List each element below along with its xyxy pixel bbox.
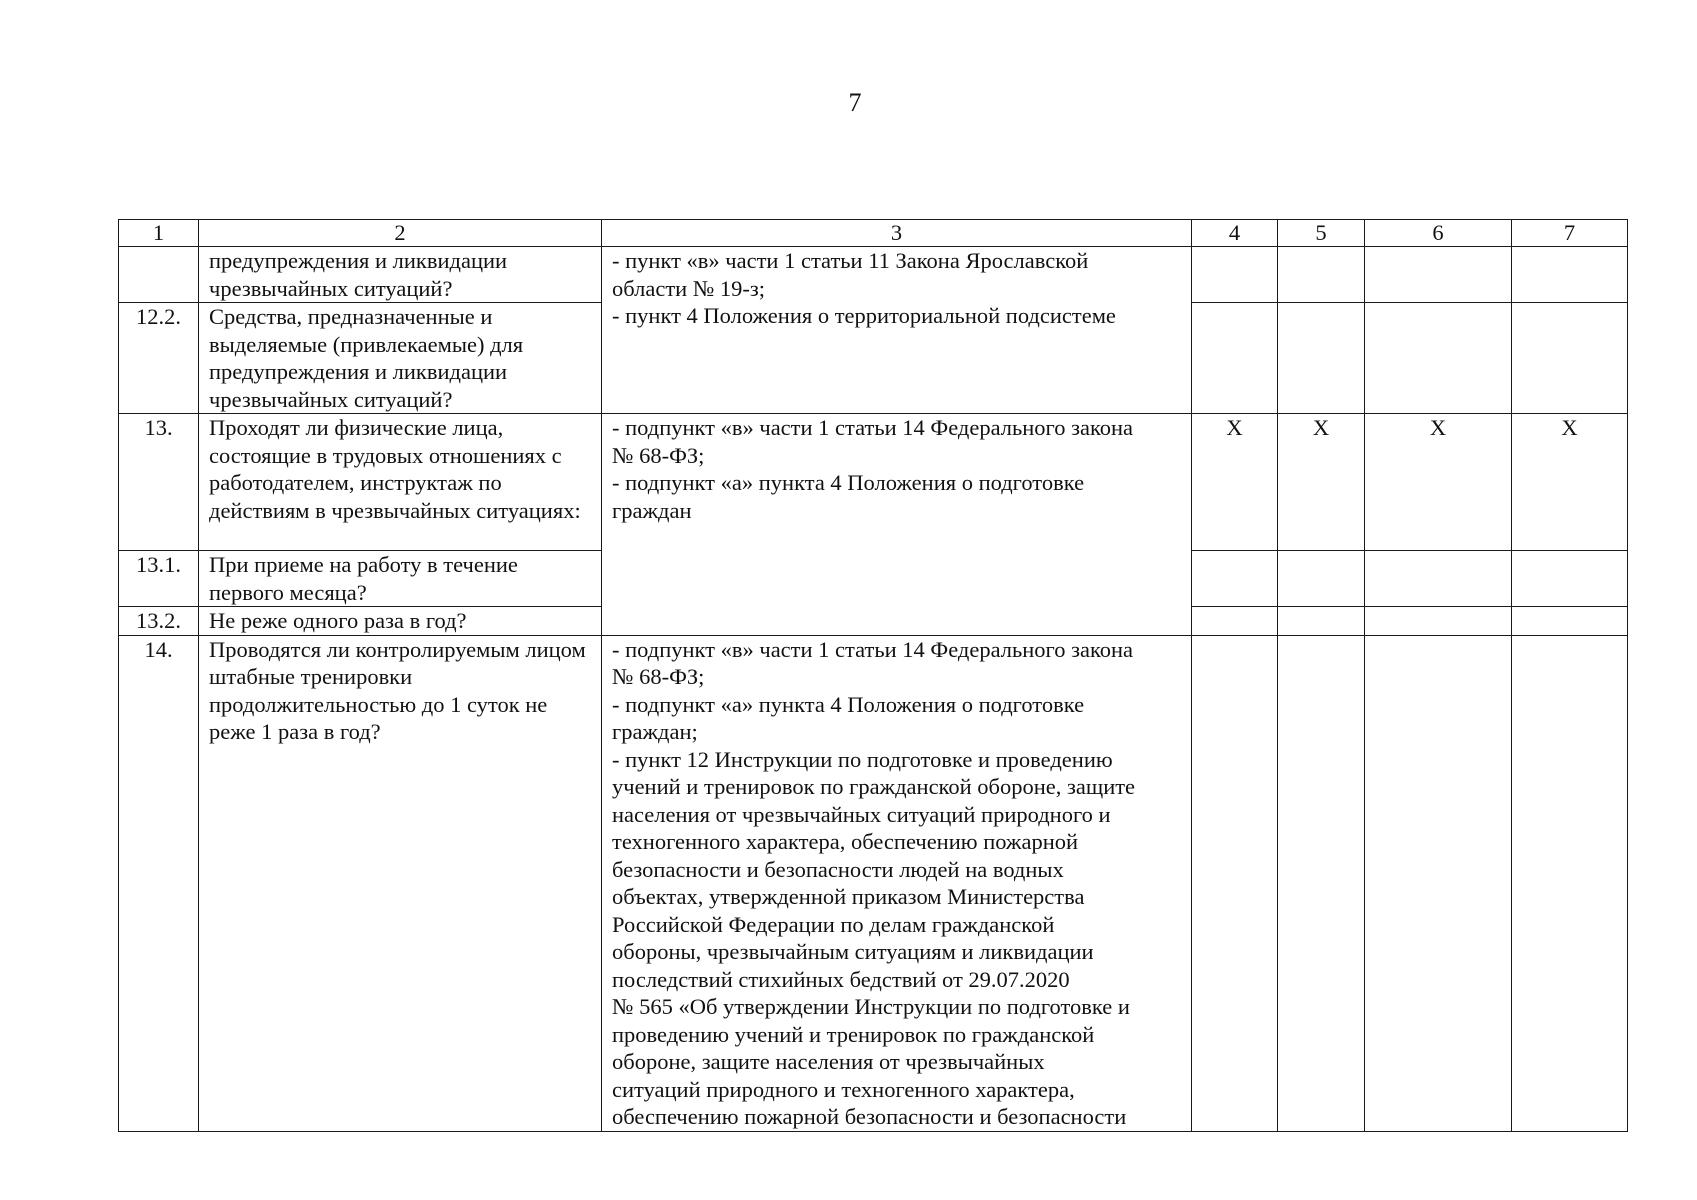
answer-cell-na	[1365, 247, 1512, 303]
row-number: 13.1.	[119, 551, 199, 607]
note-cell	[1512, 635, 1628, 1131]
reference-line: - пункт 12 Инструкции по подготовке и проведению	[612, 746, 1113, 772]
legal-reference-cell	[602, 635, 1192, 1131]
reference-line: граждан	[612, 497, 692, 523]
question-cell: Проводятся ли контролируемым лицом штабные тренировки продолжительностью до 1 суток не реже 1 раза в год?	[199, 635, 602, 1131]
reference-line: Российской Федерации по делам гражданской	[612, 911, 1055, 937]
inspection-checklist-table	[118, 219, 1628, 1132]
reference-line: области № 19-з;	[612, 275, 766, 301]
note-cell	[1512, 303, 1628, 414]
table-row	[119, 414, 1628, 551]
header-cell-6: 6	[1365, 220, 1512, 247]
row-number: 14.	[119, 635, 199, 1131]
reference-line: обеспечению пожарной безопасности и безопасности	[612, 1104, 1127, 1129]
reference-line: проведению учений и тренировок по гражданской	[612, 1021, 1095, 1047]
reference-line: учений и тренировок по гражданской обороне, защите	[612, 774, 1136, 799]
reference-line: обороне, защите населения от чрезвычайных	[612, 1049, 1045, 1074]
reference-line: № 68-ФЗ;	[612, 442, 705, 468]
reference-line: - пункт «в» части 1 статьи 11 Закона Ярославской	[612, 248, 1089, 273]
answer-cell-yes	[1192, 635, 1278, 1131]
reference-line: безопасности и безопасности людей на водных	[612, 856, 1064, 882]
note-cell: X	[1512, 414, 1628, 551]
question-cell: При приеме на работу в течение первого месяца?	[199, 551, 602, 607]
answer-cell-no	[1278, 607, 1365, 636]
question-cell: предупреждения и ликвидации чрезвычайных ситуаций?	[199, 247, 602, 303]
answer-cell-na	[1365, 303, 1512, 414]
row-number	[119, 247, 199, 303]
header-cell-5: 5	[1278, 220, 1365, 247]
answer-cell-yes	[1192, 303, 1278, 414]
question-cell: Не реже одного раза в год?	[199, 607, 602, 636]
answer-cell-na: X	[1365, 414, 1512, 551]
note-cell	[1512, 607, 1628, 636]
reference-line: населения от чрезвычайных ситуаций природного и	[612, 801, 1111, 827]
header-cell-1: 1	[119, 220, 199, 247]
answer-cell-yes	[1192, 607, 1278, 636]
reference-line: - подпункт «а» пункта 4 Положения о подготовке	[612, 470, 1085, 495]
answer-cell-no	[1278, 551, 1365, 607]
reference-line: техногенного характера, обеспечению пожарной	[612, 829, 1079, 854]
answer-cell-na	[1365, 607, 1512, 636]
reference-line: - подпункт «в» части 1 статьи 14 Федерального закона	[612, 636, 1134, 662]
answer-cell-na	[1365, 635, 1512, 1131]
note-cell	[1512, 247, 1628, 303]
header-cell-3: 3	[602, 220, 1192, 247]
answer-cell-yes	[1192, 551, 1278, 607]
header-cell-4: 4	[1192, 220, 1278, 247]
table-row	[119, 247, 1628, 303]
reference-line: № 68-ФЗ;	[612, 664, 705, 689]
row-number: 13.	[119, 414, 199, 551]
answer-cell-no: X	[1278, 414, 1365, 551]
answer-cell-yes: X	[1192, 414, 1278, 551]
legal-reference-cell	[602, 247, 1192, 414]
table-row	[119, 635, 1628, 1131]
reference-line: № 565 «Об утверждении Инструкции по подготовке и	[612, 994, 1130, 1019]
reference-line: граждан;	[612, 719, 698, 744]
legal-reference-cell	[602, 414, 1192, 636]
header-cell-2: 2	[199, 220, 602, 247]
row-number: 13.2.	[119, 607, 199, 636]
reference-line: обороны, чрезвычайным ситуациям и ликвидации	[612, 939, 1094, 964]
answer-cell-na	[1365, 551, 1512, 607]
answer-cell-no	[1278, 247, 1365, 303]
reference-line: - подпункт «в» части 1 статьи 14 Федерального закона	[612, 415, 1134, 440]
table-header-row	[119, 220, 1628, 247]
reference-line: ситуаций природного и техногенного характера,	[612, 1076, 1075, 1102]
question-cell: Средства, предназначенные и выделяемые (привлекаемые) для предупреждения и ликвидации чрезвычайных ситуаций?	[199, 303, 602, 414]
page-number: 7	[848, 88, 862, 117]
reference-line: - пункт 4 Положения о территориальной подсистеме	[612, 303, 1116, 328]
answer-cell-no	[1278, 303, 1365, 414]
reference-line: последствий стихийных бедствий от 29.07.2020	[612, 966, 1070, 992]
header-cell-7: 7	[1512, 220, 1628, 247]
reference-line: - подпункт «а» пункта 4 Положения о подготовке	[612, 691, 1085, 717]
note-cell	[1512, 551, 1628, 607]
row-number: 12.2.	[119, 303, 199, 414]
reference-line: объектах, утвержденной приказом Министерства	[612, 884, 1085, 909]
answer-cell-yes	[1192, 247, 1278, 303]
answer-cell-no	[1278, 635, 1365, 1131]
question-cell: Проходят ли физические лица, состоящие в трудовых отношениях с работодателем, инструктаж по действиям в чрезвычайных ситуациях:	[199, 414, 602, 551]
